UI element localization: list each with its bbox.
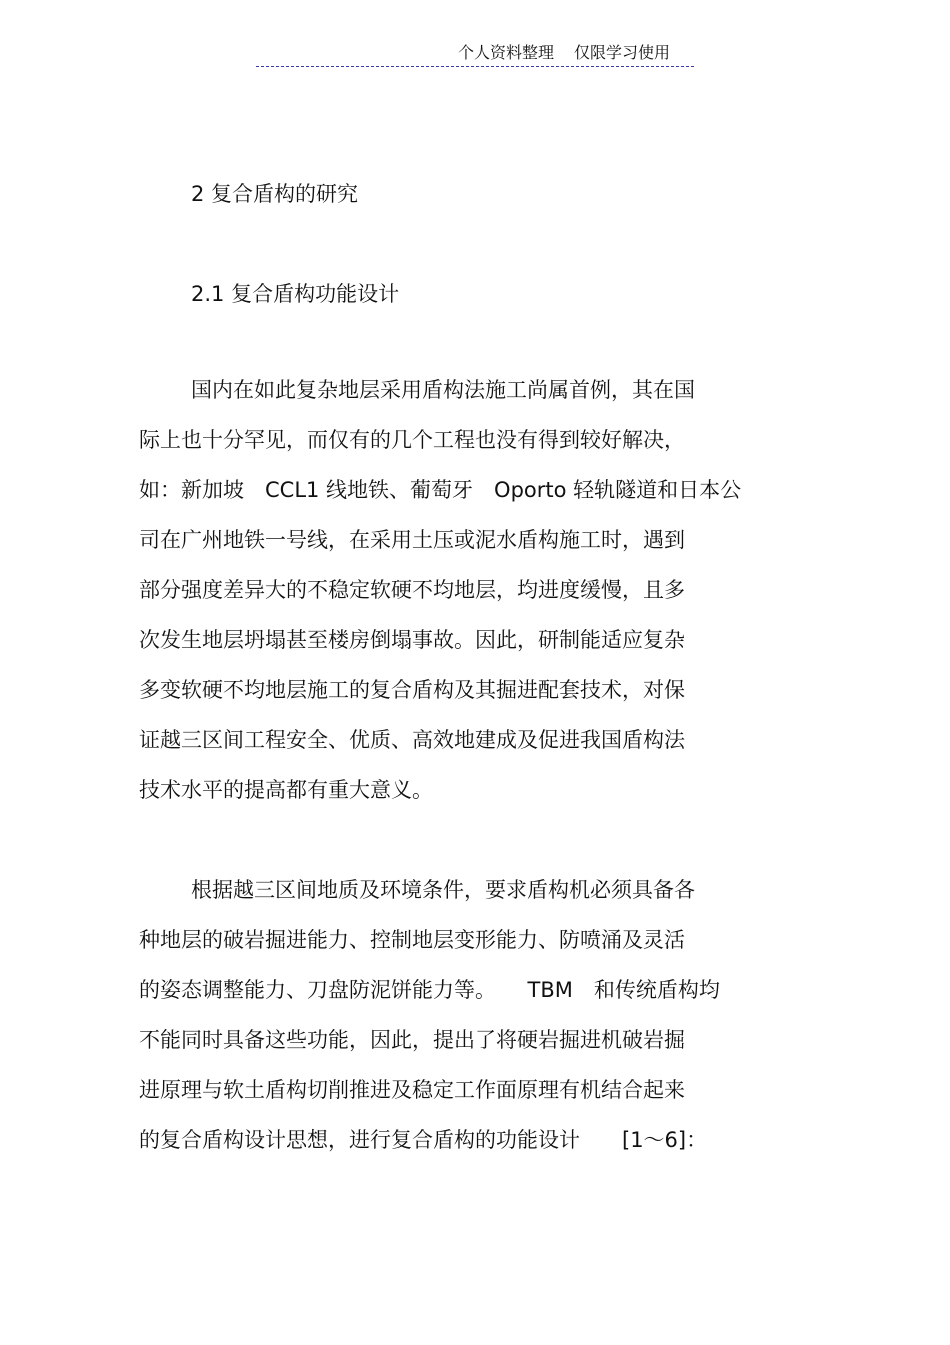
paragraph-line: 次发生地层坍塌甚至楼房倒塌事故。因此，研制能适应复杂: [139, 628, 685, 652]
paragraph-line: 部分强度差异大的不稳定软硬不均地层，均进度缓慢，且多: [139, 578, 685, 602]
header-left-text: 个人资料整理: [458, 43, 555, 62]
paragraph-line: 际上也十分罕见，而仅有的几个工程也没有得到较好解决，: [139, 428, 685, 452]
paragraph-line: 进原理与软土盾构切削推进及稳定工作面原理有机结合起来: [139, 1078, 685, 1102]
header-right-text: 仅限学习使用: [574, 43, 671, 62]
paragraph-line: 司在广州地铁一号线，在采用土压或泥水盾构施工时，遇到: [139, 528, 685, 552]
paragraph-line: 根据越三区间地质及环境条件，要求盾构机必须具备各: [191, 878, 695, 902]
section-title: 2 复合盾构的研究: [191, 182, 359, 206]
paragraph-line: 证越三区间工程安全、优质、高效地建成及促进我国盾构法: [139, 728, 685, 752]
paragraph-line: 国内在如此复杂地层采用盾构法施工尚属首例，其在国: [191, 378, 695, 402]
paragraph-line: 的姿态调整能力、刀盘防泥饼能力等。 TBM 和传统盾构均: [139, 978, 720, 1002]
page-header: [256, 42, 694, 67]
paragraph-line: 如：新加坡 CCL1 线地铁、葡萄牙 Oporto 轻轨隧道和日本公: [139, 478, 742, 502]
subsection-title: 2.1 复合盾构功能设计: [191, 282, 400, 306]
paragraph-line: 技术水平的提高都有重大意义。: [139, 778, 433, 802]
paragraph-line: 的复合盾构设计思想，进行复合盾构的功能设计 [1～6]：: [139, 1128, 708, 1152]
paragraph-line: 不能同时具备这些功能，因此，提出了将硬岩掘进机破岩掘: [139, 1028, 685, 1052]
paragraph-line: 种地层的破岩掘进能力、控制地层变形能力、防喷涌及灵活: [139, 928, 685, 952]
paragraph-line: 多变软硬不均地层施工的复合盾构及其掘进配套技术，对保: [139, 678, 685, 702]
